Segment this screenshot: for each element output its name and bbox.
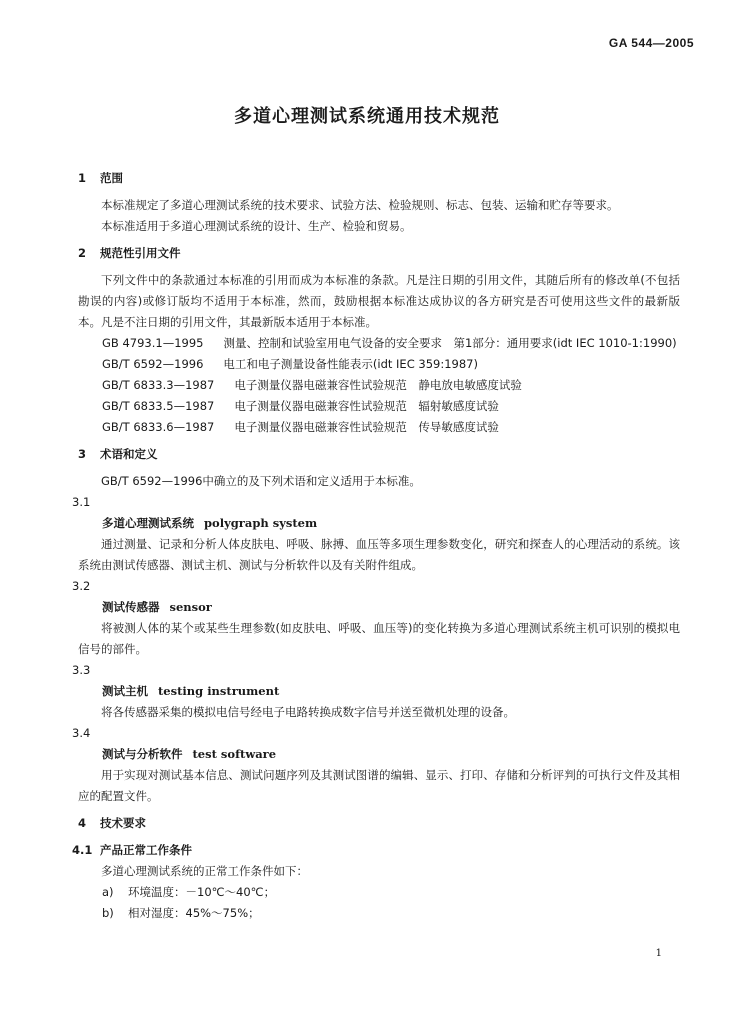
term-cn: 测试与分析软件 [102, 747, 183, 761]
section-title: 术语和定义 [100, 447, 158, 461]
term-definition: 将各传感器采集的模拟电信号经电子电路转换成数字信号并送至微机处理的设备。 [101, 705, 515, 719]
reference-item [78, 333, 680, 354]
term-entry [78, 744, 680, 765]
reference-code: GB 4793.1—1995 [102, 336, 204, 350]
list-mark: a) [102, 885, 114, 899]
list-text: 环境温度：－10℃～40℃； [128, 885, 276, 899]
list-mark: b) [102, 906, 114, 920]
reference-item [78, 396, 680, 417]
term-entry [78, 681, 680, 702]
clause-number: 3.1 [72, 495, 91, 509]
section-heading-scope [78, 168, 680, 189]
reference-item [78, 375, 680, 396]
page-number: 1 [655, 948, 662, 959]
clause-number: 3.4 [72, 726, 91, 740]
term-entry [78, 513, 680, 534]
paragraph: 本标准适用于多道心理测试系统的设计、生产、检验和贸易。 [101, 219, 412, 233]
section-heading-normative [78, 243, 680, 264]
reference-item [78, 354, 680, 375]
clause-number: 3.2 [72, 579, 91, 593]
term-en: testing instrument [158, 684, 280, 698]
term-cn: 测试传感器 [102, 600, 160, 614]
section-number: 4 [78, 816, 87, 830]
list-item [78, 882, 680, 903]
paragraph: 下列文件中的条款通过本标准的引用而成为本标准的条款。凡是注日期的引用文件，其随后所有的修改单(不包括勘误的内容)或修订版均不适用于本标准，然而，鼓励根据本标准达成协议的各方研究是否可使用这些文件的最新版本。凡是不注日期的引用文件，其最新版本适用于本标准。 [78, 273, 680, 329]
reference-name: 电工和电子测量设备性能表示(idt IEC 359:1987) [223, 357, 478, 371]
term-definition: 用于实现对测试基本信息、测试问题序列及其测试图谱的编辑、显示、打印、存储和分析评判的可执行文件及其相应的配置文件。 [78, 768, 680, 803]
section-title: 技术要求 [100, 816, 146, 830]
term-en: sensor [169, 600, 212, 614]
term-entry [78, 597, 680, 618]
term-cn: 多道心理测试系统 [102, 516, 194, 530]
reference-code: GB/T 6592—1996 [102, 357, 204, 371]
paragraph: GB/T 6592—1996中确立的及下列术语和定义适用于本标准。 [101, 474, 421, 488]
reference-code: GB/T 6833.5—1987 [102, 399, 215, 413]
term-definition: 通过测量、记录和分析人体皮肤电、呼吸、脉搏、血压等多项生理参数变化，研究和探查人的心理活动的系统。该系统由测试传感器、测试主机、测试与分析软件以及有关附件组成。 [78, 537, 680, 572]
reference-code: GB/T 6833.6—1987 [102, 420, 215, 434]
reference-name: 测量、控制和试验室用电气设备的安全要求 第1部分：通用要求(idt IEC 1010-1:1990) [223, 336, 677, 350]
reference-name: 电子测量仪器电磁兼容性试验规范 静电放电敏感度试验 [234, 378, 522, 392]
list-item [78, 903, 680, 924]
section-title: 规范性引用文件 [100, 246, 181, 260]
clause-number: 3.3 [72, 663, 91, 677]
reference-name: 电子测量仪器电磁兼容性试验规范 传导敏感度试验 [234, 420, 499, 434]
term-en: polygraph system [204, 516, 318, 530]
paragraph: 本标准规定了多道心理测试系统的技术要求、试验方法、检验规则、标志、包装、运输和贮存等要求。 [101, 198, 619, 212]
document-title: 多道心理测试系统通用技术规范 [234, 106, 500, 127]
document-body [72, 164, 680, 924]
term-definition: 将被测人体的某个或某些生理参数(如皮肤电、呼吸、血压等)的变化转换为多道心理测试系统主机可识别的模拟电信号的部件。 [78, 621, 680, 656]
subsection-number: 4.1 [72, 843, 93, 857]
term-cn: 测试主机 [102, 684, 148, 698]
paragraph: 多道心理测试系统的正常工作条件如下： [101, 864, 308, 878]
subsection-heading [72, 840, 674, 861]
reference-code: GB/T 6833.3—1987 [102, 378, 215, 392]
subsection-title: 产品正常工作条件 [100, 843, 192, 857]
section-number: 2 [78, 246, 87, 260]
section-title: 范围 [100, 171, 123, 185]
section-number: 1 [78, 171, 87, 185]
list-text: 相对湿度：45%～75%； [128, 906, 260, 920]
standard-code: GA 544—2005 [608, 36, 694, 50]
section-heading-terms [78, 444, 680, 465]
reference-item [78, 417, 680, 438]
reference-name: 电子测量仪器电磁兼容性试验规范 辐射敏感度试验 [234, 399, 499, 413]
section-heading-tech [78, 813, 680, 834]
section-number: 3 [78, 447, 87, 461]
term-en: test software [192, 747, 277, 761]
